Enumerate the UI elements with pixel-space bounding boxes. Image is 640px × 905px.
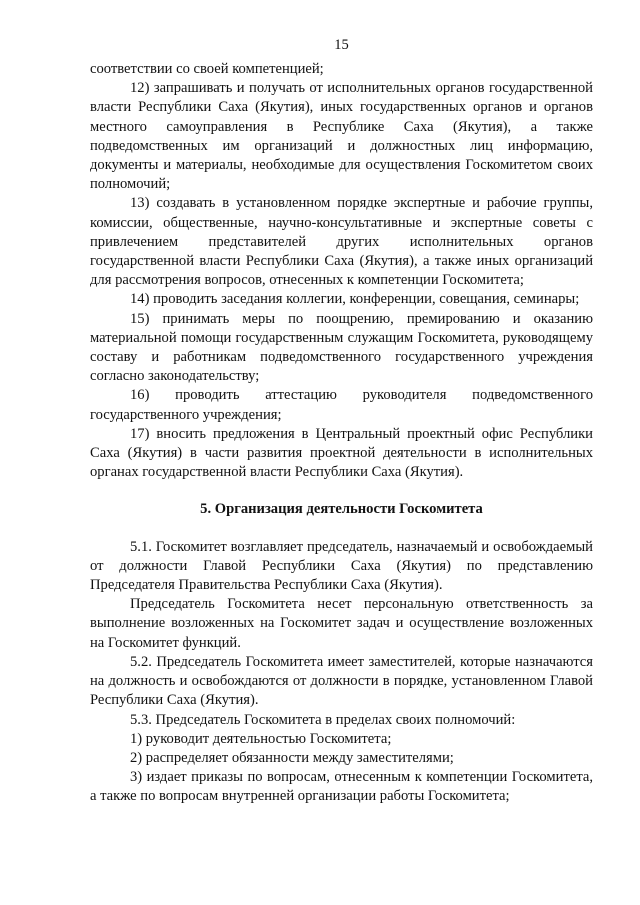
paragraph-item-14: 14) проводить заседания коллегии, конференции, совещания, семинары; — [130, 291, 580, 308]
paragraph-powers-2: 2) распределяет обязанности между заместителями; — [130, 749, 454, 766]
paragraph-item-16: 16) проводить аттестацию руководителя подведомственного государственного учреждения; — [90, 387, 593, 423]
page-number: 15 — [334, 37, 349, 53]
paragraph-item-13: 13) создавать в установленном порядке экспертные и рабочие группы, комиссии, общественные, научно-консультативные и экспертные советы с привлечением представителей других исполнительных органов государственной власти Республики Саха (Якутия), а также иных организаций для рассмотрения вопросов, отнесенных к компетенции Госкомитета; — [90, 195, 593, 289]
paragraph-responsibility: Председатель Госкомитета несет персональную ответственность за выполнение возложенных на Госкомитет задач и осуществление возложенных на Госкомитет функций. — [90, 596, 593, 651]
section-heading: 5. Организация деятельности Госкомитета — [200, 501, 483, 518]
paragraph-5-2: 5.2. Председатель Госкомитета имеет заместителей, которые назначаются на должность и освобождаются от должности в порядке, установленном Главой Республики Саха (Якутия). — [90, 653, 593, 709]
paragraph-powers-1: 1) руководит деятельностью Госкомитета; — [130, 730, 392, 747]
paragraph-item-12: 12) запрашивать и получать от исполнительных органов государственной власти Республики Саха (Якутия), иных государственных органов и органов местного самоуправления в Республике Саха (Якутия), а также подведомственных им организаций и должностных лиц информацию, документы и материалы, необходимые для осуществления Госкомитетом своих полномочий; — [90, 80, 593, 193]
paragraph-item-17: 17) вносить предложения в Центральный проектный офис Республики Саха (Якутия) в части развития проектной деятельности в исполнительных органах государственной власти Республики Саха (Якутия). — [90, 425, 593, 481]
paragraph-5-3: 5.3. Председатель Госкомитета в пределах своих полномочий: — [130, 711, 516, 728]
document-body — [90, 60, 593, 807]
paragraph-item-15: 15) принимать меры по поощрению, премированию и оказанию материальной помощи государственным служащим Госкомитета, руководящему составу и работникам подведомственного государственного учреждения согласно законодательству; — [90, 310, 593, 385]
paragraph-continuation: соответствии со своей компетенцией; — [90, 61, 324, 77]
paragraph-powers-3: 3) издает приказы по вопросам, отнесенным к компетенции Госкомитета, а также по вопросам внутренней организации работы Госкомитета; — [90, 769, 593, 805]
paragraph-5-1: 5.1. Госкомитет возглавляет председатель, назначаемый и освобождаемый от должности Главой Республики Саха (Якутия) по представлению Председателя Правительства Республики Саха (Якутия). — [90, 538, 593, 594]
